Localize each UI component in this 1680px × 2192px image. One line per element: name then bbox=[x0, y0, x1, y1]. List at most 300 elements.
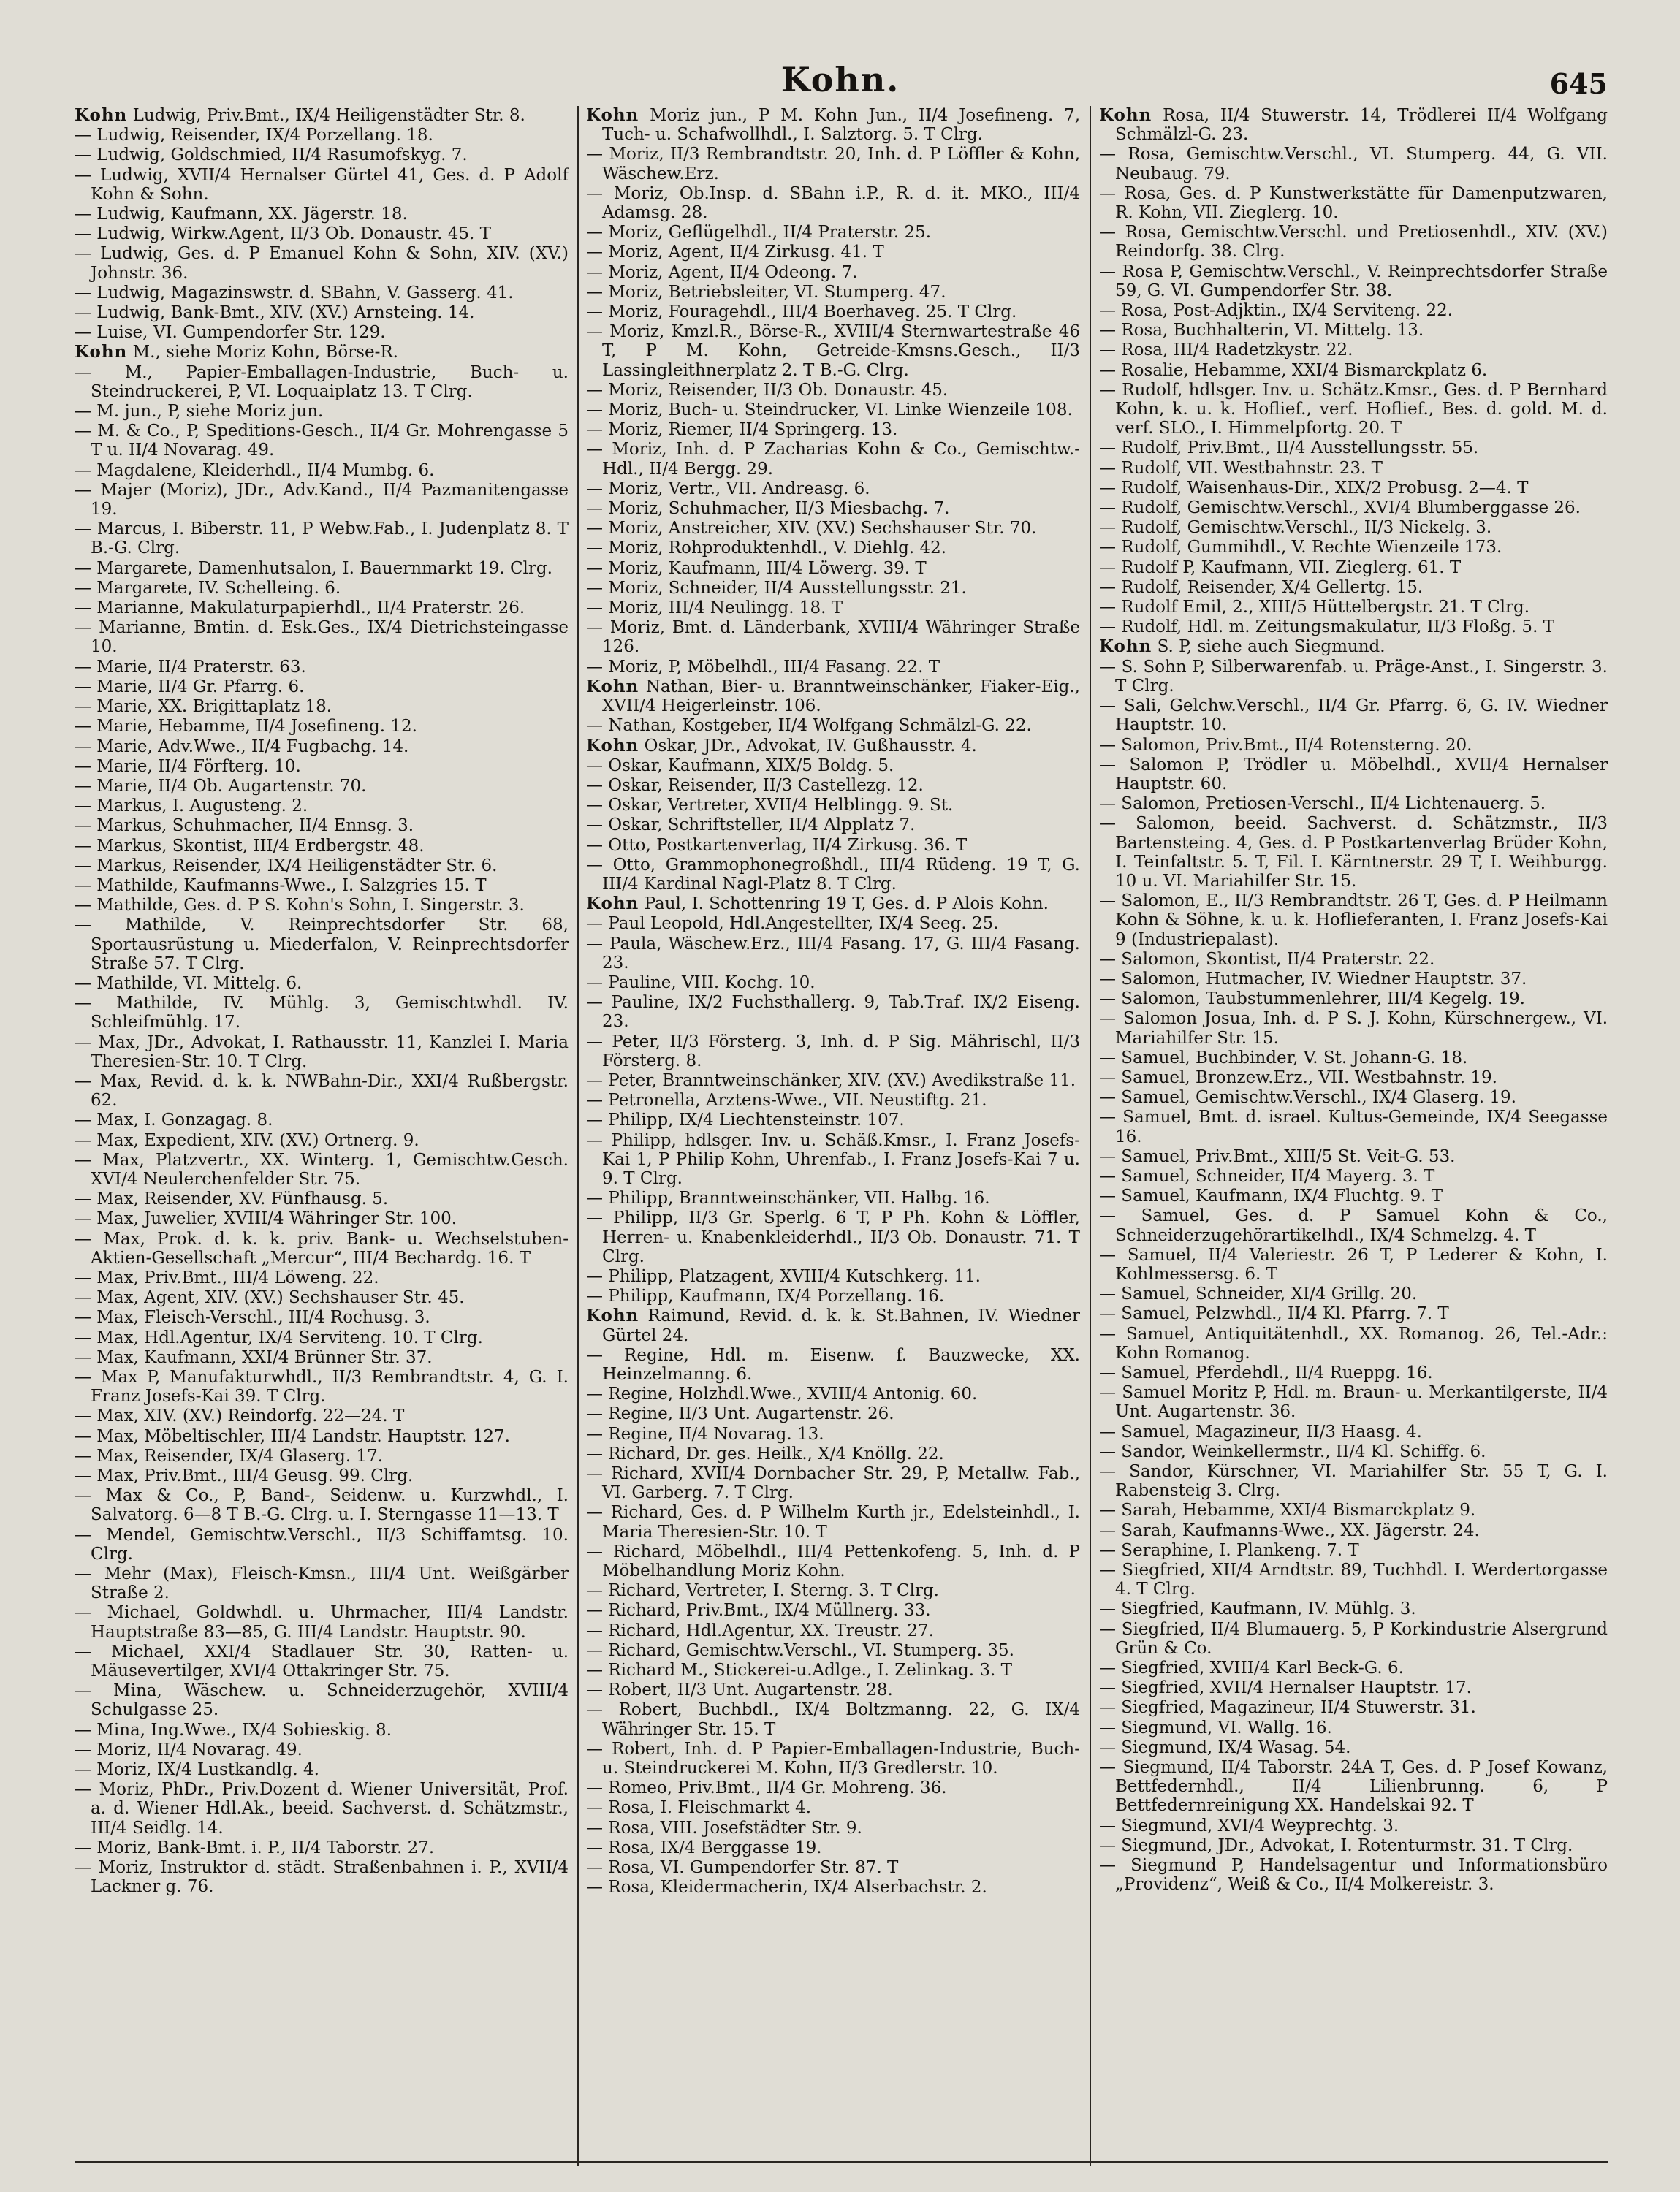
directory-entry bbox=[1099, 1383, 1608, 1421]
directory-entry bbox=[586, 1878, 1080, 1897]
entry-surname: Kohn bbox=[1099, 106, 1152, 125]
entry-text: — Mathilde, VI. Mittelg. 6. bbox=[75, 973, 303, 993]
directory-entry bbox=[75, 598, 569, 617]
entry-text: — Sali, Gelchw.Verschl., II/4 Gr. Pfarrg. 6, G. IV. Wiedner Hauptstr. 10. bbox=[1099, 696, 1608, 735]
directory-entry bbox=[75, 777, 569, 796]
directory-entry bbox=[75, 520, 569, 557]
entry-text: — Oskar, Kaufmann, XIX/5 Boldg. 5. bbox=[586, 756, 894, 775]
directory-entry bbox=[75, 244, 569, 282]
entry-text: — M. jun., P, siehe Moriz jun. bbox=[75, 402, 324, 422]
entry-text: — Philipp, II/3 Gr. Sperlg. 6 T, P Ph. Kohn & Löffler, Herren- u. Knabenkleiderhdl., II/3 Ob. Donaustr. 71. T Clrg. bbox=[586, 1209, 1080, 1266]
entry-text: — Philipp, Branntweinschänker, VII. Halbg. 16. bbox=[586, 1189, 990, 1209]
entry-text: — Moriz, III/4 Neulingg. 18. T bbox=[586, 598, 843, 618]
entry-text: — Ludwig, Kaufmann, XX. Jägerstr. 18. bbox=[75, 205, 408, 224]
directory-entry bbox=[586, 1306, 1080, 1344]
directory-entry bbox=[586, 1404, 1080, 1423]
directory-entry bbox=[1099, 1049, 1608, 1068]
entry-text: — Sarah, Hebamme, XXI/4 Bismarckplatz 9. bbox=[1099, 1501, 1476, 1521]
entry-text: — Siegfried, XII/4 Arndtstr. 89, Tuchhdl. I. Werdertorgasse 4. T Clrg. bbox=[1099, 1561, 1608, 1599]
directory-entry bbox=[1099, 970, 1608, 989]
directory-entry bbox=[586, 322, 1080, 380]
entry-text: — Paula, Wäschew.Erz., III/4 Fasang. 17, G. III/4 Fasang. 23. bbox=[586, 934, 1080, 973]
entry-surname: Kohn bbox=[586, 106, 639, 125]
entry-text: — S. Sohn P, Silberwarenfab. u. Präge-Anst., I. Singerstr. 3. T Clrg. bbox=[1099, 657, 1608, 696]
entry-text: — Max P, Manufakturwhdl., II/3 Rembrandtstr. 4, G. I. Franz Josefs-Kai 39. T Clrg. bbox=[75, 1368, 569, 1407]
entry-text: — Siegfried, II/4 Blumauerg. 5, P Korkindustrie Alsergrund Grün & Co. bbox=[1099, 1619, 1608, 1658]
directory-entry bbox=[586, 1819, 1080, 1838]
entry-surname: Kohn bbox=[75, 106, 128, 125]
directory-entry bbox=[1099, 1758, 1608, 1816]
directory-entry bbox=[1099, 696, 1608, 734]
entry-text: — Mendel, Gemischtw.Verschl., II/3 Schiffamtsg. 10. Clrg. bbox=[75, 1525, 569, 1564]
directory-entry bbox=[75, 1643, 569, 1681]
directory-entry bbox=[75, 1447, 569, 1466]
directory-entry bbox=[586, 1287, 1080, 1306]
entry-text: Oskar, JDr., Advokat, IV. Gußhausstr. 4. bbox=[644, 736, 977, 756]
entry-text: — Max, Reisender, XV. Fünfhausg. 5. bbox=[75, 1190, 389, 1209]
directory-entry bbox=[1099, 736, 1608, 755]
directory-entry bbox=[75, 658, 569, 677]
directory-entry bbox=[586, 1581, 1080, 1600]
entry-text: — Salomon, Taubstummenlehrer, III/4 Kegelg. 19. bbox=[1099, 989, 1525, 1009]
entry-text: — Nathan, Kostgeber, II/4 Wolfgang Schmälzl-G. 22. bbox=[586, 716, 1032, 736]
page-title: Kohn. bbox=[780, 60, 900, 99]
entry-text: — Richard, Priv.Bmt., IX/4 Müllnerg. 33. bbox=[586, 1601, 931, 1621]
directory-entry bbox=[75, 737, 569, 756]
entry-text: — Siegmund, XVI/4 Weyprechtg. 3. bbox=[1099, 1816, 1399, 1835]
entry-text: — Ludwig, Wirkw.Agent, II/3 Ob. Donaustr. 45. T bbox=[75, 224, 491, 244]
entry-text: — Philipp, hdlsger. Inv. u. Schäß.Kmsr., I. Franz Josefs-Kai 1, P Philip Kohn, Uhrenfab., I. Franz Josefs-Kai 7 u. 9. T Clrg. bbox=[586, 1130, 1080, 1188]
entry-text: Paul, I. Schottenring 19 T, Ges. d. P Alois Kohn. bbox=[644, 894, 1049, 914]
entry-text: — Rosa, Buchhalterin, VI. Mittelg. 13. bbox=[1099, 321, 1424, 340]
entry-text: — Samuel, Schneider, XI/4 Grillg. 20. bbox=[1099, 1285, 1418, 1304]
entry-text: — Max, Expedient, XIV. (XV.) Ortnerg. 9. bbox=[75, 1130, 419, 1150]
entry-text: — Oskar, Reisender, II/3 Castellezg. 12. bbox=[586, 775, 924, 795]
directory-entry bbox=[75, 717, 569, 736]
directory-entry bbox=[586, 1346, 1080, 1384]
entry-text: — Salomon Josua, Inh. d. P S. J. Kohn, Kürschnergew., VI. Mariahilfer Str. 15. bbox=[1099, 1009, 1608, 1048]
entry-text: — Richard, Dr. ges. Heilk., X/4 Knöllg. 22. bbox=[586, 1444, 944, 1464]
directory-entry bbox=[75, 106, 569, 125]
entry-text: — Samuel Moritz P, Hdl. m. Braun- u. Merkantilgerste, II/4 Unt. Augartenstr. 36. bbox=[1099, 1383, 1608, 1422]
directory-entry bbox=[586, 1189, 1080, 1208]
directory-entry bbox=[586, 145, 1080, 183]
entry-text: — Moriz, Buch- u. Steindrucker, VI. Linke Wienzeile 108. bbox=[586, 400, 1073, 420]
entry-text: — Max, Platzvertr., XX. Winterg. 1, Gemischtw.Gesch. XVI/4 Neulerchenfelder Str. 75. bbox=[75, 1150, 569, 1189]
entry-text: — Marcus, I. Biberstr. 11, P Webw.Fab., I. Judenplatz 8. T B.-G. Clrg. bbox=[75, 520, 569, 558]
entry-text: M., siehe Moriz Kohn, Börse-R. bbox=[132, 343, 398, 362]
entry-text: — Max, Prok. d. k. k. priv. Bank- u. Wechselstuben-Aktien-Gesellschaft „Mercur“, III/4 Bechardg. 16. T bbox=[75, 1229, 569, 1268]
directory-entry bbox=[586, 1740, 1080, 1778]
entry-text: — Rosa, III/4 Radetzkystr. 22. bbox=[1099, 340, 1353, 360]
directory-entry bbox=[75, 1268, 569, 1287]
directory-entry bbox=[586, 1542, 1080, 1580]
directory-entry bbox=[75, 205, 569, 224]
entry-text: — Moriz, Inh. d. P Zacharias Kohn & Co., Gemischtw.-Hdl., II/4 Bergg. 29. bbox=[586, 440, 1080, 479]
directory-entry bbox=[75, 677, 569, 696]
entry-text: — Max, Fleisch-Verschl., III/4 Rochusg. 3. bbox=[75, 1308, 430, 1328]
directory-entry bbox=[586, 677, 1080, 715]
directory-entry bbox=[75, 1328, 569, 1347]
directory-entry bbox=[75, 461, 569, 480]
directory-entry bbox=[75, 224, 569, 243]
directory-entry bbox=[75, 1780, 569, 1838]
entry-text: — Robert, II/3 Unt. Augartenstr. 28. bbox=[586, 1681, 893, 1700]
entry-text: — Moriz, Kaufmann, III/4 Löwerg. 39. T bbox=[586, 558, 927, 578]
entry-text: — Rosa, I. Fleischmarkt 4. bbox=[586, 1798, 812, 1818]
directory-entry bbox=[1099, 381, 1608, 438]
directory-entry bbox=[586, 1267, 1080, 1286]
directory-entry bbox=[1099, 1561, 1608, 1599]
entry-text: — Max, I. Gonzagag. 8. bbox=[75, 1111, 273, 1130]
entry-text: — Rudolf, Waisenhaus-Dir., XIX/2 Probusg. 2—4. T bbox=[1099, 478, 1529, 498]
directory-entry bbox=[75, 1072, 569, 1110]
directory-entry bbox=[75, 579, 569, 598]
directory-entry bbox=[75, 559, 569, 578]
entry-text: — Marie, XX. Brigittaplatz 18. bbox=[75, 697, 332, 717]
entry-text: — Marie, II/4 Förfterg. 10. bbox=[75, 756, 301, 776]
entry-text: — Philipp, Platzagent, XVIII/4 Kutschkerg. 11. bbox=[586, 1266, 981, 1286]
entry-text: — Salomon, E., II/3 Rembrandtstr. 26 T, Ges. d. P Heilmann Kohn & Söhne, k. u. k. Hoflieferanten, I. Franz Josefs-Kai 9 (Industriepalast). bbox=[1099, 891, 1608, 949]
directory-entry bbox=[586, 302, 1080, 321]
entry-text: — Regine, Hdl. m. Eisenw. f. Bauzwecke, XX. Heinzelmanng. 6. bbox=[586, 1345, 1080, 1384]
entry-text: — Richard, XVII/4 Dornbacher Str. 29, P, Metallw. Fab., VI. Garberg. 7. T Clrg. bbox=[586, 1464, 1080, 1503]
entry-text: — Moriz, Kmzl.R., Börse-R., XVIII/4 Sternwartestraße 46 T, P M. Kohn, Getreide-Kmsns.Gesch., II/3 Lassingleithnerplatz 2. T B.-G. Clrg. bbox=[586, 322, 1080, 380]
directory-entry bbox=[1099, 518, 1608, 537]
entry-text: — Max, Priv.Bmt., III/4 Löweng. 22. bbox=[75, 1268, 379, 1287]
entry-text: — Moriz, Reisender, II/3 Ob. Donaustr. 45. bbox=[586, 380, 949, 400]
entry-text: — Siegmund, JDr., Advokat, I. Rotenturmstr. 31. T Clrg. bbox=[1099, 1835, 1573, 1855]
entry-text: Ludwig, Priv.Bmt., IX/4 Heiligenstädter Str. 8. bbox=[132, 106, 525, 125]
entry-text: — Pauline, IX/2 Fuchsthallerg. 9, Tab.Traf. IX/2 Eiseng. 23. bbox=[586, 993, 1080, 1032]
entry-text: — Richard M., Stickerei-u.Adlge., I. Zelinkag. 3. T bbox=[586, 1661, 1012, 1681]
entry-text: — Max, JDr., Advokat, I. Rathausstr. 11, Kanzlei I. Maria Theresien-Str. 10. T Clrg. bbox=[75, 1032, 569, 1071]
directory-entry bbox=[586, 499, 1080, 518]
entry-text: — Philipp, Kaufmann, IX/4 Porzellang. 16. bbox=[586, 1287, 945, 1306]
entry-text: — Moriz, Riemer, II/4 Springerg. 13. bbox=[586, 420, 898, 440]
entry-text: — Regine, Holzhdl.Wwe., XVIII/4 Antonig. 60. bbox=[586, 1385, 978, 1404]
directory-entry bbox=[1099, 1738, 1608, 1757]
entry-text: — Richard, Hdl.Agentur, XX. Treustr. 27. bbox=[586, 1621, 934, 1640]
entry-text: — Mina, Ing.Wwe., IX/4 Sobieskig. 8. bbox=[75, 1720, 392, 1740]
directory-entry bbox=[586, 106, 1080, 144]
entry-text: — Ludwig, Goldschmied, II/4 Rasumofskyg. 7. bbox=[75, 145, 468, 165]
directory-entry bbox=[1099, 1147, 1608, 1166]
entry-text: — Moriz, Ob.Insp. d. SBahn i.P., R. d. it. MKO., III/4 Adamsg. 28. bbox=[586, 183, 1080, 223]
directory-entry bbox=[75, 1151, 569, 1189]
directory-entry bbox=[1099, 301, 1608, 320]
entry-text: — Moriz, Geflügelhdl., II/4 Praterstr. 25. bbox=[586, 223, 932, 243]
entry-text: — Rosa P, Gemischtw.Verschl., V. Reinprechtsdorfer Straße 59, G. VI. Gumpendorfer Str. 38. bbox=[1099, 262, 1608, 300]
directory-entry bbox=[586, 1681, 1080, 1700]
entry-text: — Philipp, IX/4 Liechtensteinstr. 107. bbox=[586, 1111, 905, 1130]
directory-entry bbox=[586, 894, 1080, 913]
directory-entry bbox=[75, 1230, 569, 1268]
entry-text: — Ludwig, XVII/4 Hernalser Gürtel 41, Ges. d. P Adolf Kohn & Sohn. bbox=[75, 165, 569, 204]
directory-entry bbox=[1099, 1206, 1608, 1244]
directory-entry bbox=[586, 1385, 1080, 1404]
entry-text: — Marie, II/4 Ob. Augartenstr. 70. bbox=[75, 776, 367, 796]
entry-text: — Mathilde, V. Reinprechtsdorfer Str. 68, Sportausrüstung u. Miederfalon, V. Reinprechtsdorfer Straße 57. T Clrg. bbox=[75, 916, 569, 973]
directory-entry bbox=[586, 1778, 1080, 1797]
directory-entry bbox=[75, 1131, 569, 1150]
directory-entry bbox=[586, 935, 1080, 973]
directory-entry bbox=[586, 1601, 1080, 1620]
directory-entry bbox=[1099, 361, 1608, 380]
directory-entry bbox=[75, 422, 569, 460]
directory-entry bbox=[586, 756, 1080, 775]
entry-text: — Samuel, Kaufmann, IX/4 Fluchtg. 9. T bbox=[1099, 1187, 1443, 1206]
directory-entry bbox=[586, 737, 1080, 756]
entry-text: — Rosa, Gemischtw.Verschl., VI. Stumperg. 44, G. VII. Neubaug. 79. bbox=[1099, 145, 1608, 183]
directory-entry bbox=[1099, 891, 1608, 949]
directory-entry bbox=[586, 400, 1080, 419]
directory-entry bbox=[586, 1445, 1080, 1464]
entry-text: — Siegmund, II/4 Taborstr. 24A T, Ges. d. P Josef Kowanz, Bettfedernhdl., II/4 Lilienbrunng. 6, P Bettfedernreinigung XX. Handelskai 92. T bbox=[1099, 1758, 1608, 1816]
entry-text: — Robert, Buchbdl., IX/4 Boltzmanng. 22, G. IX/4 Währinger Str. 15. T bbox=[586, 1700, 1080, 1739]
directory-entry bbox=[1099, 1246, 1608, 1284]
directory-entry bbox=[1099, 1836, 1608, 1855]
entry-text: — Max, Priv.Bmt., III/4 Geusg. 99. Clrg. bbox=[75, 1466, 414, 1486]
directory-entry bbox=[1099, 1462, 1608, 1500]
entry-text: — Salomon, Priv.Bmt., II/4 Rotensterng. 20. bbox=[1099, 735, 1472, 755]
directory-entry bbox=[1099, 145, 1608, 183]
entry-text: — Marianne, Makulaturpapierhdl., II/4 Praterstr. 26. bbox=[75, 598, 525, 618]
directory-entry bbox=[75, 1466, 569, 1485]
directory-entry bbox=[1099, 1659, 1608, 1678]
directory-entry bbox=[1099, 1521, 1608, 1540]
entry-text: — Marie, Adv.Wwe., II/4 Fugbachg. 14. bbox=[75, 737, 409, 756]
directory-entry bbox=[586, 440, 1080, 478]
entry-text: — Max, Revid. d. k. k. NWBahn-Dir., XXI/4 Rußbergstr. 62. bbox=[75, 1071, 569, 1111]
entry-text: — Samuel, Bmt. d. israel. Kultus-Gemeinde, IX/4 Seegasse 16. bbox=[1099, 1108, 1608, 1146]
directory-entry bbox=[75, 1190, 569, 1209]
directory-entry bbox=[75, 856, 569, 875]
directory-entry bbox=[586, 1621, 1080, 1640]
entry-text: — Max, Juwelier, XVIII/4 Währinger Str. 100. bbox=[75, 1209, 457, 1229]
directory-entry bbox=[1099, 1816, 1608, 1835]
entry-text: — Paul Leopold, Hdl.Angestellter, IX/4 Seeg. 25. bbox=[586, 914, 999, 934]
directory-entry bbox=[75, 974, 569, 993]
entry-text: — Rudolf, Gemischtw.Verschl., XVI/4 Blumberggasse 26. bbox=[1099, 498, 1581, 518]
entry-text: — Rudolf, Gemischtw.Verschl., II/3 Nickelg. 3. bbox=[1099, 518, 1492, 538]
directory-entry bbox=[75, 994, 569, 1032]
entry-text: — Oskar, Vertreter, XVII/4 Helblingg. 9. St. bbox=[586, 796, 954, 815]
entry-text: Raimund, Revid. d. k. k. St.Bahnen, IV. Wiedner Gürtel 24. bbox=[602, 1306, 1080, 1345]
directory-entry bbox=[1099, 558, 1608, 577]
directory-entry bbox=[75, 402, 569, 421]
directory-entry bbox=[586, 1661, 1080, 1680]
directory-entry bbox=[586, 420, 1080, 439]
entry-text: — Ludwig, Bank-Bmt., XIV. (XV.) Arnsteing. 14. bbox=[75, 303, 475, 323]
directory-entry bbox=[1099, 1719, 1608, 1738]
directory-entry bbox=[1099, 617, 1608, 636]
entry-text: — Rosa, VIII. Josefstädter Str. 9. bbox=[586, 1818, 862, 1838]
entry-text: — Richard, Gemischtw.Verschl., VI. Stumperg. 35. bbox=[586, 1640, 1014, 1660]
directory-entry bbox=[1099, 1108, 1608, 1146]
entry-text: — Samuel, Antiquitätenhdl., XX. Romanog. 26, Tel.-Adr.: Kohn Romanog. bbox=[1099, 1324, 1608, 1363]
directory-entry bbox=[586, 993, 1080, 1031]
entry-text: — Moriz, Betriebsleiter, VI. Stumperg. 47. bbox=[586, 282, 946, 302]
entry-text: — Sandor, Kürschner, VI. Mariahilfer Str. 55 T, G. I. Rabensteig 3. Clrg. bbox=[1099, 1462, 1608, 1501]
directory-entry bbox=[586, 973, 1080, 992]
directory-entry bbox=[75, 323, 569, 342]
directory-entry bbox=[586, 1700, 1080, 1738]
entry-text: — Siegmund, VI. Wallg. 16. bbox=[1099, 1718, 1332, 1738]
entry-text: — Pauline, VIII. Kochg. 10. bbox=[586, 973, 816, 992]
column-2 bbox=[586, 106, 1080, 2166]
directory-entry bbox=[586, 1464, 1080, 1502]
directory-entry bbox=[1099, 340, 1608, 359]
entry-text: — Salomon, Hutmacher, IV. Wiedner Hauptstr. 37. bbox=[1099, 969, 1527, 989]
directory-entry bbox=[586, 1798, 1080, 1817]
directory-entry bbox=[1099, 578, 1608, 597]
directory-entry bbox=[586, 716, 1080, 735]
directory-entry bbox=[1099, 1187, 1608, 1206]
directory-entry bbox=[586, 1071, 1080, 1090]
entry-text: — Margarete, IV. Schelleing. 6. bbox=[75, 578, 341, 598]
entry-text: — Richard, Vertreter, I. Sterng. 3. T Clrg. bbox=[586, 1581, 939, 1601]
entry-surname: Kohn bbox=[586, 894, 639, 914]
directory-entry bbox=[75, 1838, 569, 1857]
entry-text: — Samuel, Pferdehdl., II/4 Rueppg. 16. bbox=[1099, 1363, 1433, 1382]
directory-entry bbox=[586, 1503, 1080, 1541]
entry-text: — Rosa, IX/4 Berggasse 19. bbox=[586, 1838, 822, 1857]
column-divider bbox=[577, 106, 579, 2166]
entry-text: — Salomon, beeid. Sachverst. d. Schätzmstr., II/3 Bartensteing. 4, Ges. d. P Postkartenverlag Brüder Kohn, I. Teinfaltstr. 5. T, Fil. I. Kärntnerstr. 29 T, I. Weihburgg. 10 u. VI. Mariahilfer Str. 15. bbox=[1099, 814, 1608, 891]
entry-text: — Otto, Postkartenverlag, II/4 Zirkusg. 36. T bbox=[586, 835, 968, 855]
directory-entry bbox=[586, 658, 1080, 677]
entry-text: — Samuel, Schneider, II/4 Mayerg. 3. T bbox=[1099, 1166, 1435, 1186]
entry-text: — Rudolf, VII. Westbahnstr. 23. T bbox=[1099, 458, 1383, 478]
entry-text: — Rosa, Kleidermacherin, IX/4 Alserbachstr. 2. bbox=[586, 1878, 987, 1898]
directory-entry bbox=[75, 1209, 569, 1228]
entry-text: — Rudolf Emil, 2., XIII/5 Hüttelbergstr. 21. T Clrg. bbox=[1099, 598, 1530, 617]
directory-entry bbox=[1099, 1501, 1608, 1520]
directory-entry bbox=[586, 184, 1080, 222]
directory-entry bbox=[1099, 479, 1608, 498]
directory-entry bbox=[75, 796, 569, 815]
entry-text: — Max, Hdl.Agentur, IX/4 Serviteng. 10. T Clrg. bbox=[75, 1328, 483, 1347]
directory-entry bbox=[75, 481, 569, 519]
directory-entry bbox=[1099, 1620, 1608, 1658]
entry-text: — Markus, Reisender, IX/4 Heiligenstädter Str. 6. bbox=[75, 856, 498, 875]
entry-text: — Marie, Hebamme, II/4 Josefineng. 12. bbox=[75, 717, 417, 737]
directory-entry bbox=[1099, 1423, 1608, 1442]
directory-entry bbox=[75, 166, 569, 204]
directory-entry bbox=[1099, 1363, 1608, 1382]
directory-entry bbox=[586, 1209, 1080, 1266]
entry-text: — Majer (Moriz), JDr., Adv.Kand., II/4 Pazmanitengasse 19. bbox=[75, 480, 569, 520]
directory-entry bbox=[75, 1603, 569, 1641]
entry-text: — Rudolf, Gummihdl., V. Rechte Wienzeile 173. bbox=[1099, 538, 1502, 557]
directory-entry bbox=[1099, 438, 1608, 457]
directory-entry bbox=[586, 856, 1080, 894]
directory-entry bbox=[75, 1308, 569, 1327]
entry-text: — Mathilde, IV. Mühlg. 3, Gemischtwhdl. IV. Schleifmühlg. 17. bbox=[75, 994, 569, 1032]
directory-entry bbox=[1099, 1678, 1608, 1697]
directory-entry bbox=[75, 1721, 569, 1740]
entry-text: — Rudolf, Reisender, X/4 Gellertg. 15. bbox=[1099, 577, 1424, 597]
entry-text: — Siegfried, Magazineur, II/4 Stuwerstr. 31. bbox=[1099, 1698, 1476, 1718]
directory-entry bbox=[1099, 498, 1608, 517]
entry-text: — Seraphine, I. Plankeng. 7. T bbox=[1099, 1540, 1359, 1560]
directory-entry bbox=[75, 896, 569, 915]
entry-text: — Max, Reisender, IX/4 Glaserg. 17. bbox=[75, 1446, 384, 1466]
entry-text: — Moriz, Agent, II/4 Zirkusg. 41. T bbox=[586, 243, 884, 262]
entry-text: — Markus, I. Augusteng. 2. bbox=[75, 796, 308, 816]
entry-text: — Petronella, Arztens-Wwe., VII. Neustiftg. 21. bbox=[586, 1091, 987, 1111]
entry-text: Moriz jun., P M. Kohn Jun., II/4 Josefineng. 7, Tuch- u. Schafwollhdl., I. Salztorg. 5. T Clrg. bbox=[602, 106, 1080, 145]
directory-entry bbox=[586, 1425, 1080, 1444]
column-1 bbox=[75, 106, 569, 2166]
directory-entry bbox=[586, 539, 1080, 557]
directory-entry bbox=[75, 837, 569, 856]
entry-text: — Max, XIV. (XV.) Reindorfg. 22—24. T bbox=[75, 1407, 405, 1426]
entry-text: — Markus, Skontist, III/4 Erdbergstr. 48. bbox=[75, 836, 425, 856]
entry-text: — M., Papier-Emballagen-Industrie, Buch- u. Steindruckerei, P, VI. Loquaiplatz 13. T Clrg. bbox=[75, 362, 569, 401]
directory-entry bbox=[1099, 794, 1608, 813]
directory-entry bbox=[1099, 814, 1608, 891]
bottom-rule bbox=[75, 2161, 1608, 2163]
entry-text: — Ludwig, Reisender, IX/4 Porzellang. 18. bbox=[75, 126, 433, 145]
entry-text: — Marie, II/4 Praterstr. 63. bbox=[75, 657, 306, 677]
directory-entry bbox=[586, 796, 1080, 815]
entry-text: — Siegfried, XVIII/4 Karl Beck-G. 6. bbox=[1099, 1659, 1404, 1678]
entry-text: — Peter, Branntweinschänker, XIV. (XV.) Avedikstraße 11. bbox=[586, 1070, 1076, 1090]
directory-entry bbox=[586, 263, 1080, 282]
entry-text: — Rosa, Ges. d. P Kunstwerkstätte für Damenputzwaren, R. Kohn, VII. Zieglerg. 10. bbox=[1099, 183, 1608, 223]
directory-entry bbox=[586, 1858, 1080, 1877]
directory-entry bbox=[1099, 1698, 1608, 1717]
entry-text: — Rudolf, Priv.Bmt., II/4 Ausstellungsstr. 55. bbox=[1099, 438, 1479, 458]
entry-text: — Mehr (Max), Fleisch-Kmsn., III/4 Unt. Weißgärber Straße 2. bbox=[75, 1564, 569, 1603]
entry-text: — Rosa, Post-Adjktin., IX/4 Serviteng. 22. bbox=[1099, 301, 1453, 321]
directory-entry bbox=[586, 1838, 1080, 1857]
directory-entry bbox=[75, 126, 569, 145]
entry-text: — Sandor, Weinkellermstr., II/4 Kl. Schiffg. 6. bbox=[1099, 1442, 1486, 1461]
directory-entry bbox=[586, 519, 1080, 538]
directory-entry bbox=[586, 598, 1080, 617]
directory-entry bbox=[1099, 1167, 1608, 1186]
directory-entry bbox=[75, 303, 569, 322]
column-divider bbox=[1090, 106, 1091, 2166]
directory-entry bbox=[1099, 184, 1608, 222]
entry-text: — Rudolf, hdlsger. Inv. u. Schätz.Kmsr., Ges. d. P Bernhard Kohn, k. u. k. Hoflief., verf. Hoflief., Bes. d. gold. M. d. verf. SLO., I. Himmelpfortg. 20. T bbox=[1099, 380, 1608, 438]
directory-entry bbox=[1099, 1088, 1608, 1107]
entry-text: — Marianne, Bmtin. d. Esk.Ges., IX/4 Dietrichsteingasse 10. bbox=[75, 618, 569, 657]
directory-entry bbox=[586, 836, 1080, 855]
column-3 bbox=[1099, 106, 1608, 2166]
entry-text: — Moriz, Rohproduktenhdl., V. Diehlg. 42. bbox=[586, 539, 947, 558]
directory-entry bbox=[1099, 262, 1608, 300]
entry-surname: Kohn bbox=[586, 676, 639, 696]
entry-text: — Samuel, II/4 Valeriestr. 26 T, P Lederer & Kohn, I. Kohlmessersg. 6. T bbox=[1099, 1245, 1608, 1284]
directory-entry bbox=[75, 697, 569, 716]
directory-entry bbox=[586, 1641, 1080, 1660]
entry-text: — Rosa, Gemischtw.Verschl. und Pretiosenhdl., XIV. (XV.) Reindorfg. 38. Clrg. bbox=[1099, 223, 1608, 262]
entry-text: Nathan, Bier- u. Branntweinschänker, Fiaker-Eig., XVII/4 Heigerleinstr. 106. bbox=[602, 677, 1080, 716]
entry-text: — Rudolf P, Kaufmann, VII. Zieglerg. 61. T bbox=[1099, 557, 1462, 577]
entry-text: S. P, siehe auch Siegmund. bbox=[1157, 637, 1386, 657]
entry-text: — Siegmund, IX/4 Wasag. 54. bbox=[1099, 1738, 1351, 1757]
entry-text: — Moriz, Schneider, II/4 Ausstellungsstr. 21. bbox=[586, 578, 967, 598]
directory-entry bbox=[586, 479, 1080, 498]
entry-text: — Moriz, Bank-Bmt. i. P., II/4 Taborstr. 27. bbox=[75, 1838, 435, 1857]
entry-surname: Kohn bbox=[1099, 636, 1152, 657]
entry-text: — Peter, II/3 Försterg. 3, Inh. d. P Sig. Mährischl, II/3 Försterg. 8. bbox=[586, 1032, 1080, 1070]
entry-text: — Moriz, II/3 Rembrandtstr. 20, Inh. d. P Löffler & Kohn, Wäschew.Erz. bbox=[586, 145, 1080, 183]
